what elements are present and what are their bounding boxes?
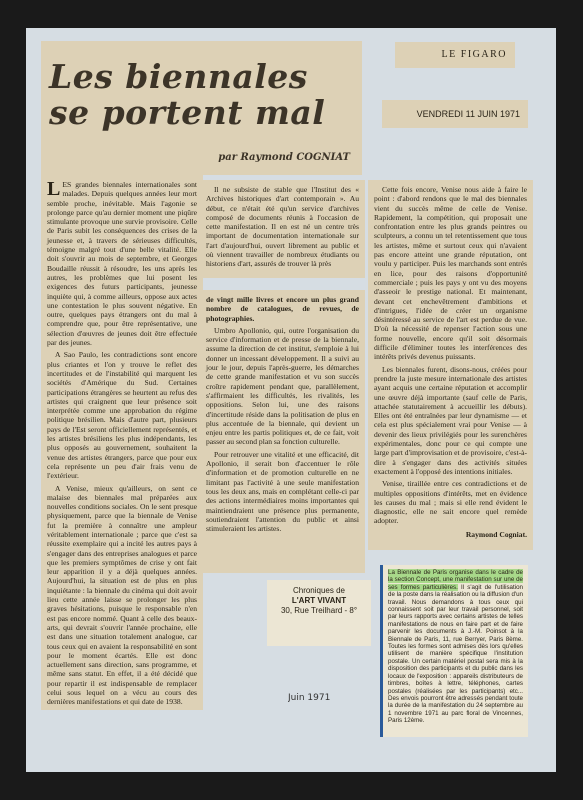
biennale-notice — [380, 565, 528, 737]
article-column-3 — [368, 180, 533, 550]
paragraph: de vingt mille livres et encore un plus grand nombre de catalogues, de revues, de photographies. — [206, 295, 359, 323]
stamp-line-3: 30, Rue Treilhard - 8° — [280, 606, 358, 615]
paragraph: Il ne subsiste de stable que l'Institut des « Archives historiques d'art contemporain ». Au début, ce n'était été qu'un service d'archives composé de documents réunis à l'occasion de cette manifestation. Il en est né un centre très important de documentation internationale sur l'art d'aujourd'hui, ouvert librement au public et où viennent travailler de nombreux étudiants ou historiens d'art, assurés de trouver là près — [206, 185, 359, 269]
stamp-line-1: Chroniques de — [292, 586, 346, 595]
highlighted-text: La Biennale de Paris organise dans le cadre de la section Concept, une manifestation sur une de ses formes particulières. — [388, 569, 523, 591]
byline: par Raymond COGNIAT — [218, 152, 350, 163]
paragraph: Les biennales furent, disons-nous, créées pour prendre la juste mesure internationale des artistes ayant acquis une certaine réputation et accomplir une œuvre déjà importante (sauf celle de Paris, attachée statutairement à accueillir les débuts). Elles ont été entraînées par leur dynamisme — et cela est plus spécialement vrai pour Venise — à devenir des lieux privilégiés pour les surenchères expérimentales, donc pour ce qui compte une large part d'improvisation et de provisoire, c'est-à-dire à s'engager dans des activités situées exactement à l'opposé des intentions initiales. — [374, 364, 527, 476]
art-vivant-stamp — [267, 580, 371, 646]
drop-cap: L — [47, 178, 61, 200]
paragraph: Pour retrouver une vitalité et une efficacité, dit Apollonio, il serait bon d'accentuer le rôle d'information et de promotion culturelle en ne limitant pas l'activité à une seule manifestation tous les deux ans, mais en complétant celle-ci par des actions intermédiaires moins importantes qui maintiendraient une présence plus permanente, soutiendraient l'attention du public et ainsi stimuleraient les artistes. — [206, 449, 359, 534]
article-column-1 — [41, 175, 203, 710]
article-title — [49, 59, 325, 131]
paragraph: ES grandes biennales internationales sont malades. Depuis quelques années leur mort semble proche, inévitable. Mais l'agonie se prolonge parce qu'au dernier moment une piqûre stimulante provoque une survie provisoire. Celle de Paris subit les conséquences des crises de la jeunesse et, à travers de sérieuses difficultés, témoigne malgré tout d'une belle vitalité. Elle doit s'ouvrir au mois de septembre, et Georges Boudaille réussit à résoudre, les uns après les autres, les problèmes que lui posent les exigences des futurs participants, jeunesse inquiète qui, à comme ailleurs, oppose aux actes une contestation le plus souvent négative. En outre, quelques pays étrangers ont du mal à comprendre que, pour être représentative, une sélection d'œuvres de jeunes doit être effectuée par des jeunes. — [47, 180, 197, 348]
title-line-2: se portent mal — [49, 93, 326, 132]
issue-date: VENDREDI 11 JUIN 1971 — [382, 100, 528, 128]
title-line-1: Les biennales — [49, 57, 308, 96]
paragraph: A Venise, mieux qu'ailleurs, on sent ce malaise des biennales mal préparées aux nouvelles conditions sociales. On le sent presque physiquement, parce que la biennale de Venise fut la première à connaître une ampleur véritablement internationale ; parce que c'est sa réussite exemplaire qui a incité les autres pays à s'engager dans des entreprises analogues et parce que les premiers symptômes de crise y ont fait leur apparition il y a déjà quelques années. Aujourd'hui, la situation est de plus en plus inquiétante : la biennale du cinéma qui doit avoir lieu cette année laisse se prolonger les plus graves hésitations, puisque le responsable n'en est pas encore nommé. Quant à celle des beaux-arts, qui devrait s'ouvrir l'année prochaine, elle est dans une situation totalement analogue, car tous ceux qui en avaient la responsabilité en sont pour le moment écartés. Elle est donc actuellement sans direction, sans programme, et même sans statut. En effet, il a été décidé que pour repartir il est indispensable de remplacer celui sous lequel on a vécu au cours des dernières manifestations et qui date de 1938. — [47, 483, 197, 707]
article-column-2b — [200, 290, 365, 573]
article-title-clipping — [41, 41, 362, 175]
stamp-line-2: L'ART VIVANT — [291, 596, 347, 605]
handwritten-date: Juin 1971 — [288, 693, 331, 703]
paragraph: A Sao Paulo, les contradictions sont encore plus criantes et l'on y trouve le reflet des incertitudes et de l'instabilité qui marquent les sociétés d'Amérique du Sud. Certaines participations étrangères se heurtent au refus des artistes qui craignent que leur présence soit interprétée comme une approbation du régime politique brésilien. Mais d'autre part, plusieurs pays de l'Est seront officiellement représentés, et les artistes brésiliens les plus indépendants, les plus opposés au gouvernement, souhaitent la venue des artistes étrangers, parce que pour eux cela représente un peu d'air frais venu de l'extérieur. — [47, 350, 197, 481]
author-signature: Raymond Cogniat. — [465, 529, 527, 539]
paragraph: Venise, tiraillée entre ces contradictions et de multiples oppositions d'intérêts, met en évidence les causes du mal ; mais si elle rend évident le diagnostic, elle ne sait encore quel remède adopter. — [374, 479, 527, 526]
newspaper-name: LE FIGARO — [395, 42, 515, 68]
paragraph: Cette fois encore, Venise nous aide à faire le point : d'abord rendons que le mal des biennales vient du succès même de celle de Venise. Rapidement, la compétition, qui proposait une confrontation entre les plus grands peintres ou sculpteurs, a connu un tel retentissement que tous les artistes, même et surtout ceux qui n'avaient pas encore atteint une grande réputation, ont voulu y participer. Puis les marchands sont entrés en lice, pour des raisons d'opportunité commerciale ; puis les pays y ont vu des moyens d'asseoir le prestige national. Et maintenant, devant cet enchevêtrement d'ambitions et d'intrigues, l'idée de créer un organisme désintéressé au service de l'art est perdue de vue. D'où la nécessité de repenser l'action sous une forme nouvelle, encore qu'il soit désormais difficile d'éliminer toutes les interférences des intérêts privés devenus puissants. — [374, 185, 527, 362]
paragraph: Umbro Apollonio, qui, outre l'organisation du service d'information et de presse de la biennale, assume la direction de cet institut, s'emploie à lui donner un incessant développement. Il a suivi au jour le jour, depuis l'après-guerre, les démarches de cette grande manifestation et vu son succès croître rapidement pendant que, parallèlement, s'affirmaient les difficultés, les rivalités, les oppositions. Selon lui, une des raisons d'incertitude réside dans la politisation de plus en plus accentuée de la biennale, qui devient un enjeu entre les partis politiques et, de ce fait, voit passer au second plan sa fonction culturelle. — [206, 325, 359, 447]
notice-body: Il s'agit de l'utilisation de la poste dans la réalisation ou la diffusion d'un travail. Nous demandons à tous ceux qui connaissent soit par leur travail personnel, soit par leurs rapports avec certains artistes de telles manifestations de nous en faire part et de faire parvenir les documents à J.-M. Poinsot à la Biennale de Paris, 11, rue Berryer, Paris 8ème. Toutes les formes sont admises dès lors qu'elles utilisent de manière spécifique l'institution postale. Un certain matériel postal sera mis à la disposition des participants et du public dans les locaux de l'exposition : appareils distributeurs de timbres, boîtes à lettre, téléphones, cartes postales (réalisées par les participants) etc... Des envois pourront être adressés pendant toute la durée de la manifestation du 24 septembre au 1 novembre 1971 au parc floral de Vincennes, Paris 12ème. — [388, 583, 523, 725]
article-column-2a — [200, 180, 365, 278]
